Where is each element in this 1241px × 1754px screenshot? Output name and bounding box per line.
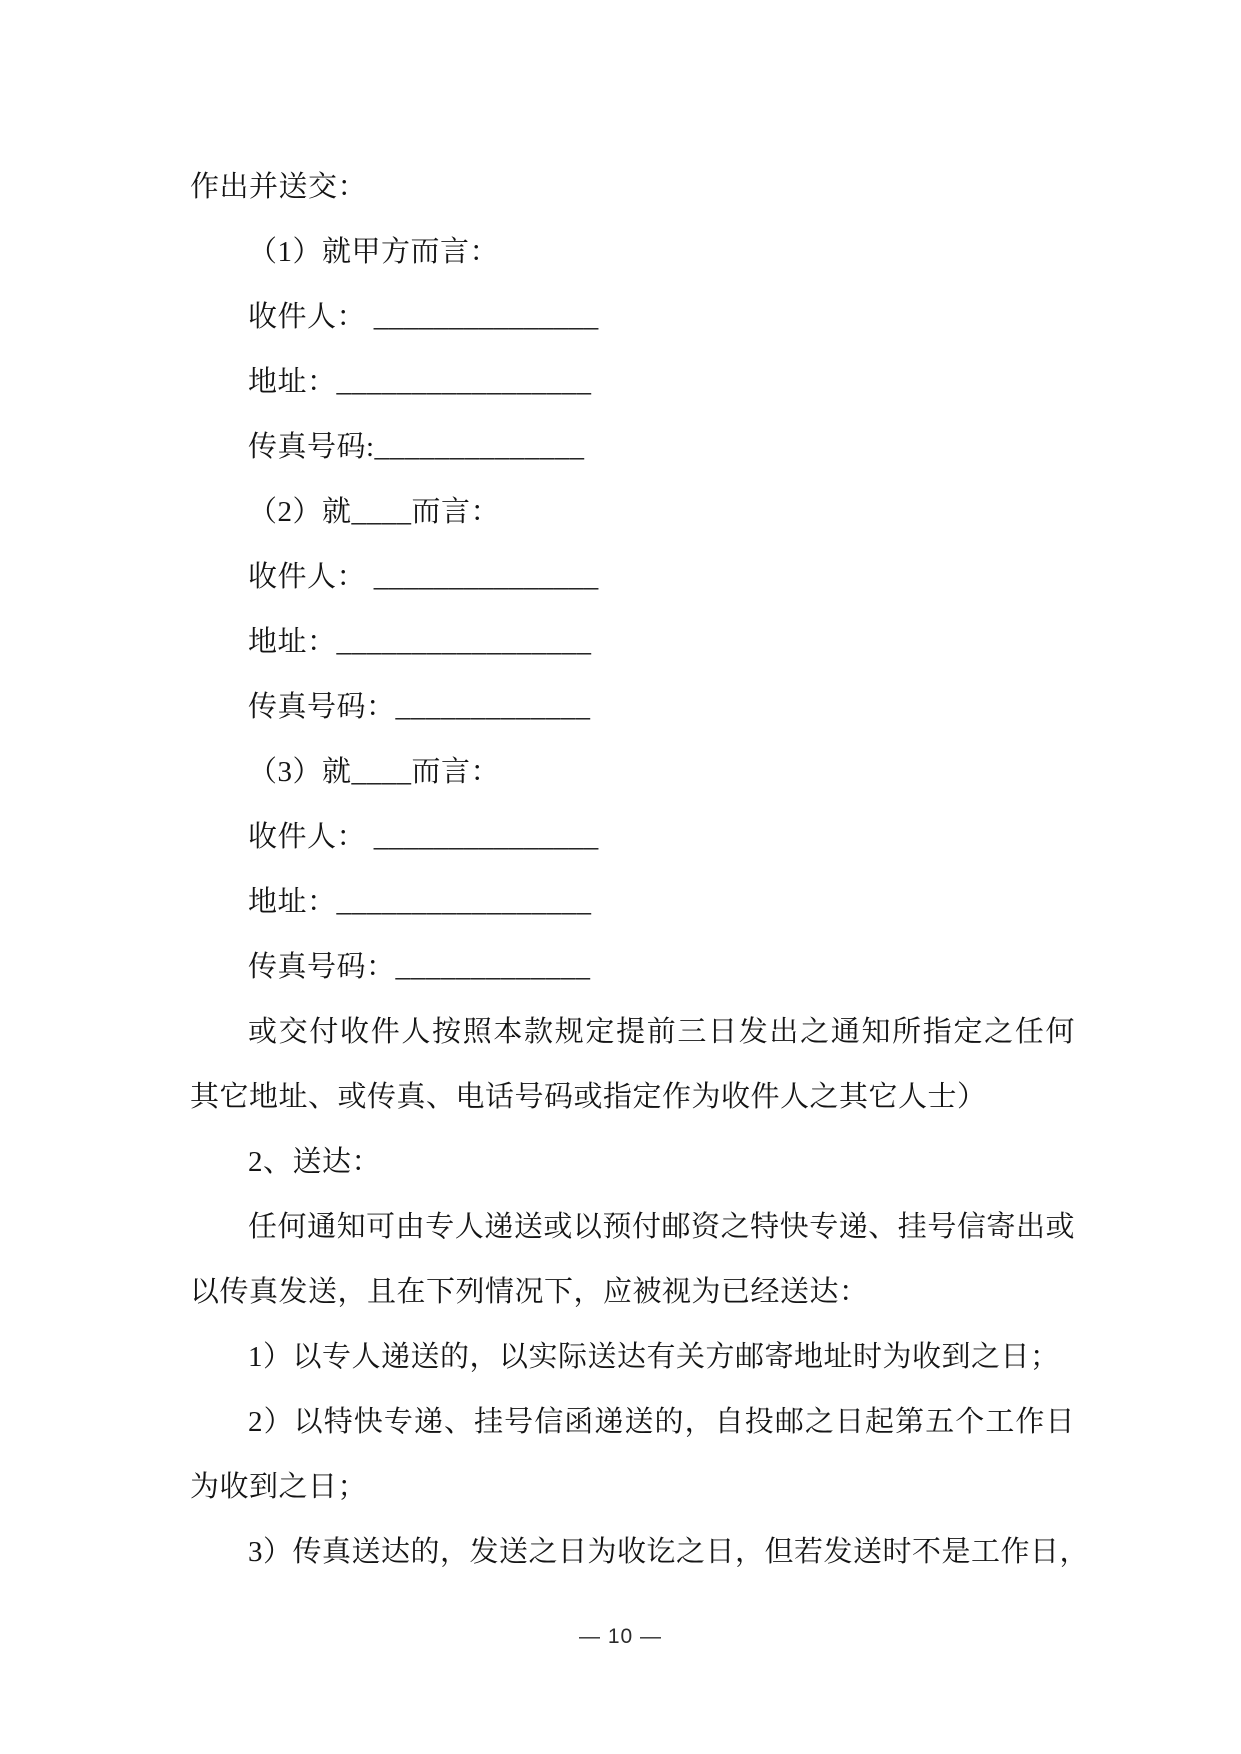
paragraph-line: 2、送达： [248,1146,382,1178]
paragraph-line: 作出并送交： [190,171,368,203]
paragraph-line: 2）以特快专递、挂号信函递送的，自投邮之日起第五个工作日 [248,1406,1075,1438]
paragraph-line: 地址：_________________ [248,626,592,658]
page-number: — 10 — [578,1625,663,1648]
paragraph-line: （3）就____而言： [248,756,501,788]
paragraph-line: 或交付收件人按照本款规定提前三日发出之通知所指定之任何 [248,1016,1075,1048]
paragraph-line: 传真号码：_____________ [248,691,591,723]
paragraph-line: 1）以专人递送的，以实际送达有关方邮寄地址时为收到之日； [248,1341,1060,1373]
paragraph-line: （2）就____而言： [248,496,501,528]
paragraph-line: 为收到之日； [190,1471,368,1503]
paragraph-line: 任何通知可由专人递送或以预付邮资之特快专递、挂号信寄出或 [248,1211,1075,1243]
paragraph-line: 传真号码:______________ [248,431,585,463]
paragraph-line: 地址：_________________ [248,366,592,398]
paragraph-line: 其它地址、或传真、电话号码或指定作为收件人之其它人士） [190,1081,987,1113]
paragraph-line: 收件人： _______________ [248,301,599,333]
paragraph-line: 地址：_________________ [248,886,592,918]
document-body [190,155,1090,1585]
paragraph-line: （1）就甲方而言： [248,236,500,268]
paragraph-line: 收件人： _______________ [248,821,599,853]
paragraph-line: 收件人： _______________ [248,561,599,593]
paragraph-line: 传真号码：_____________ [248,951,591,983]
paragraph-line: 3）传真送达的，发送之日为收讫之日，但若发送时不是工作日， [248,1536,1090,1568]
paragraph-line: 以传真发送，且在下列情况下，应被视为已经送达： [190,1276,869,1308]
